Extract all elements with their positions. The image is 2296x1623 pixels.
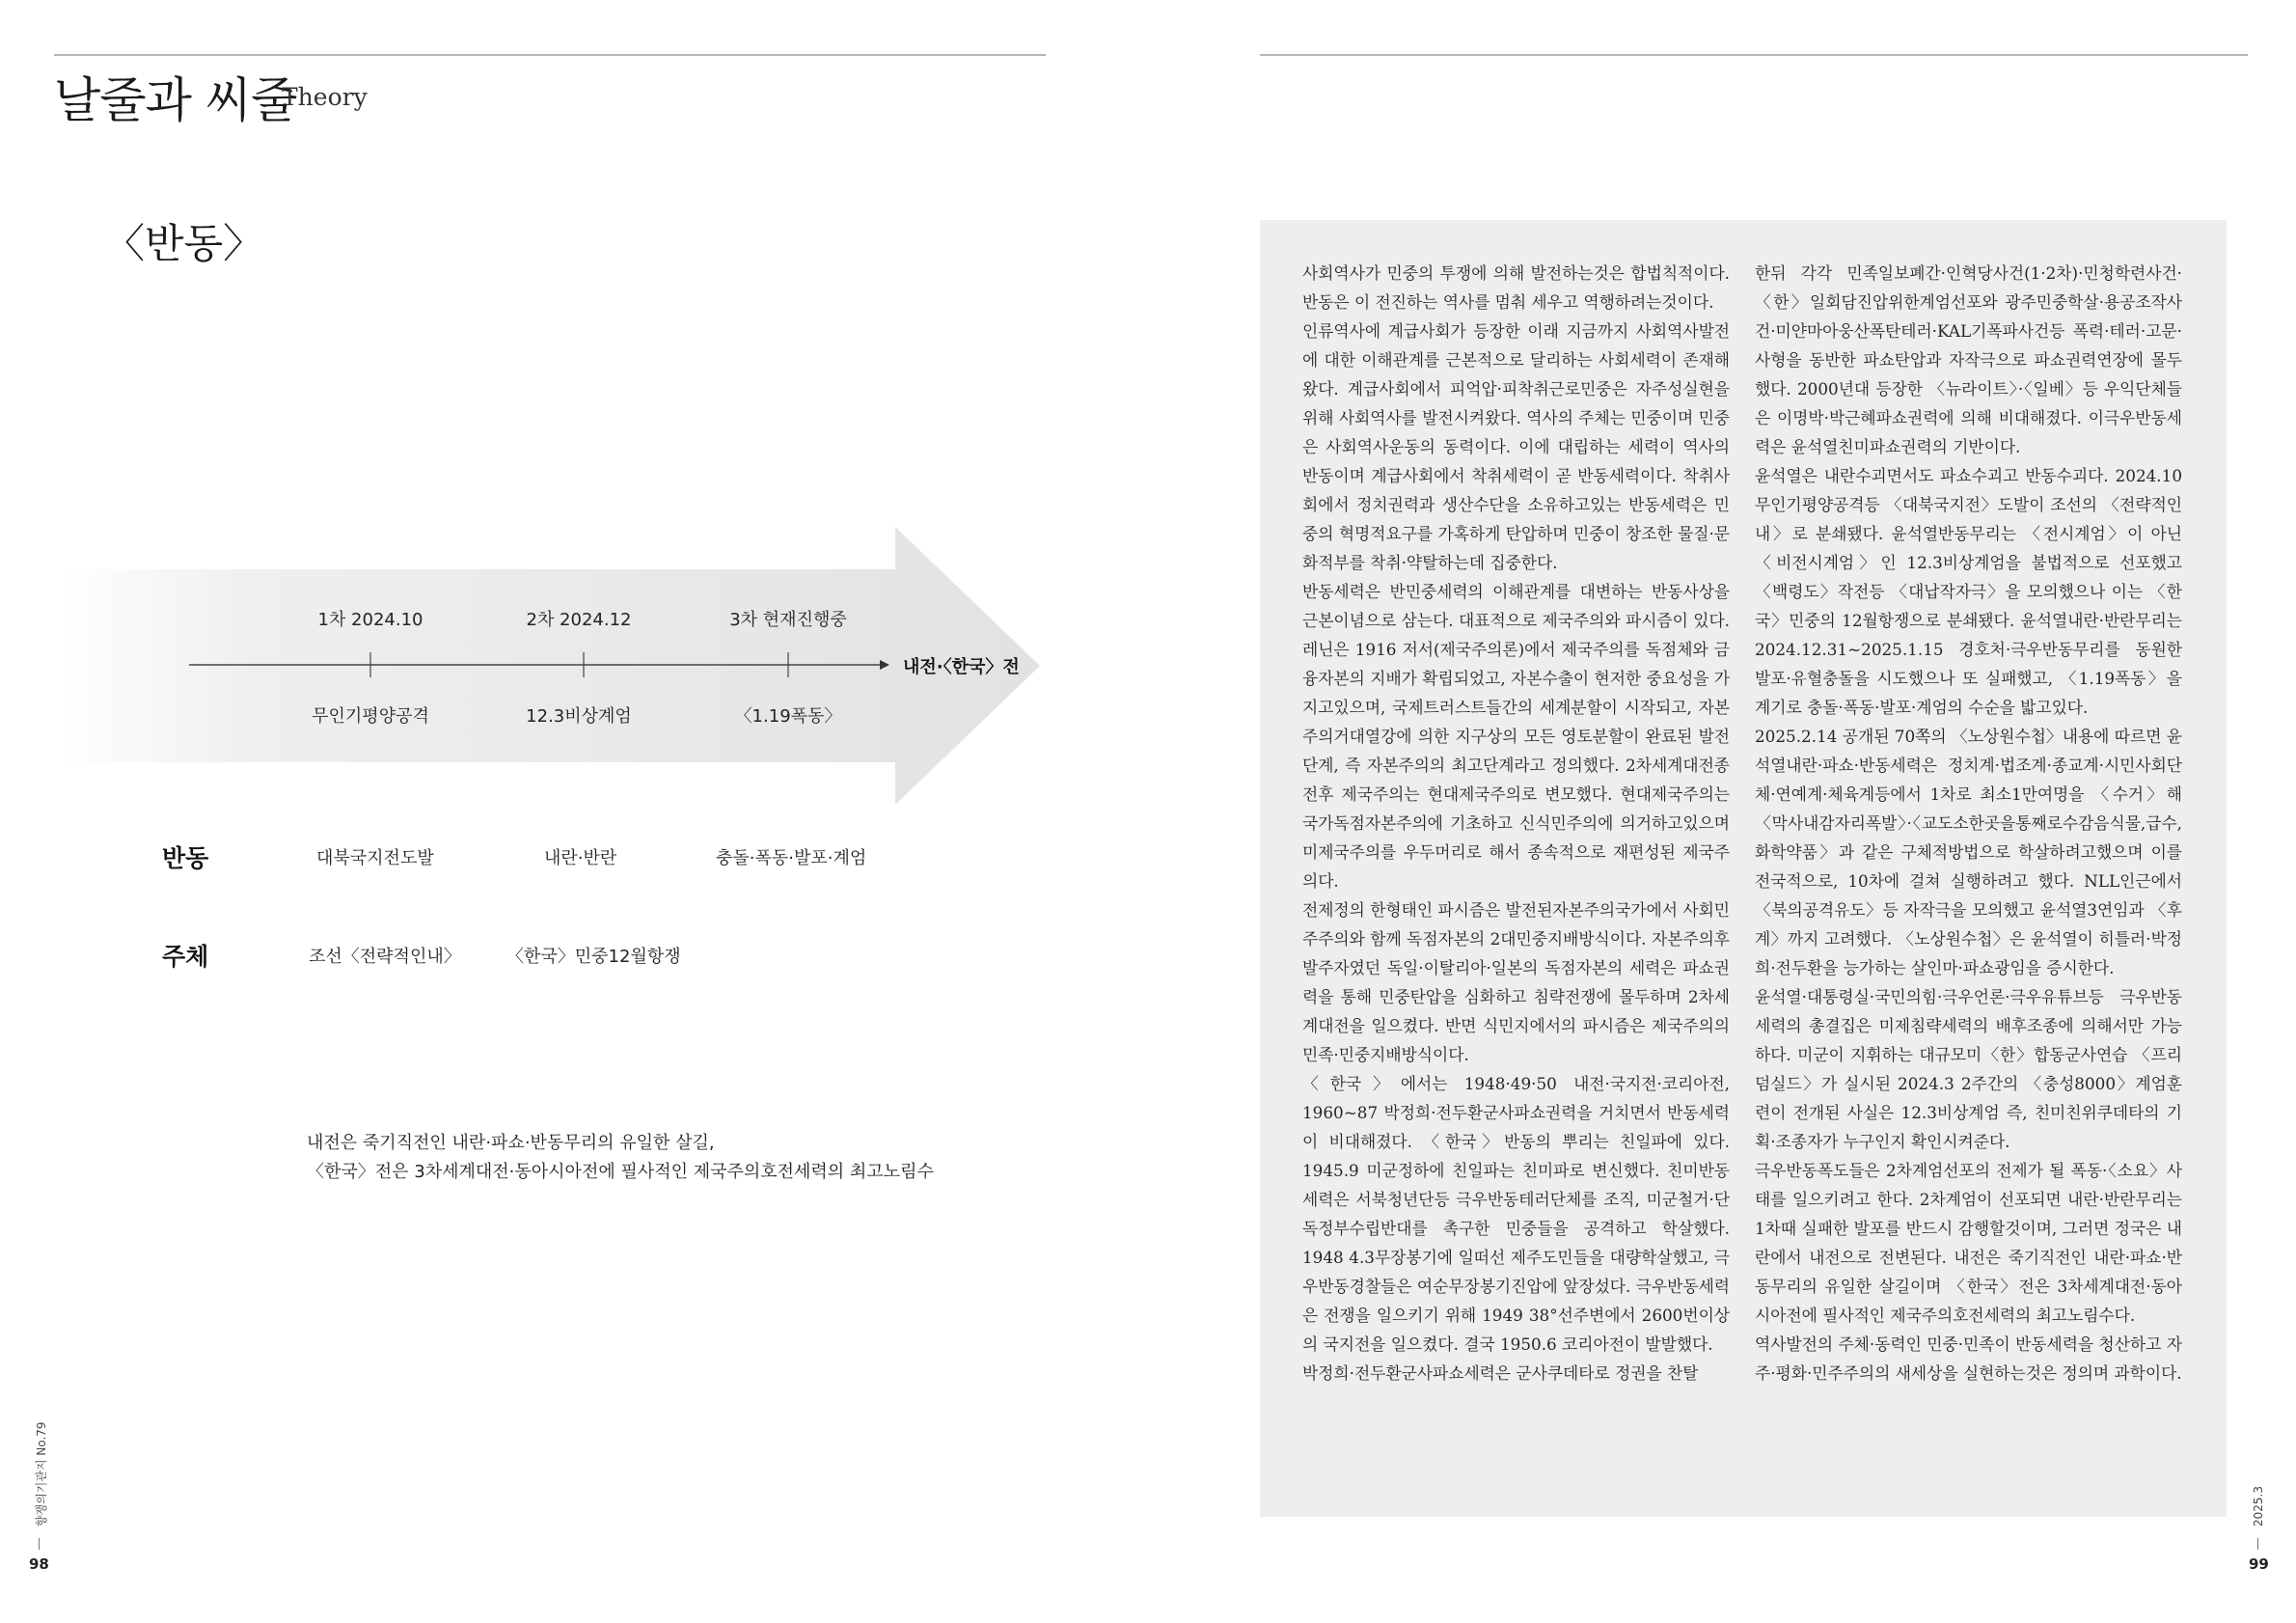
row-label-subject: 주체 — [162, 943, 209, 971]
article-column-right — [1755, 259, 2182, 1388]
page-number-right: 99 — [2249, 1555, 2269, 1573]
header-rule-right — [1260, 54, 2248, 56]
row-subject-cell-1: 조선〈전략적인내〉 — [309, 947, 461, 967]
article-paragraph: 윤석열·대통령실·국민의힘·극우언론·극우유튜브등 극우반동세력의 총결집은 미제침략세력의 배후조종에 의해서만 가능하다. 미군이 지휘하는 대규모미〈한〉합동군사연습 〈프리덤실드〉가 실시된 2024.3 2주간의 〈충성8000〉계엄훈련이 전개된 사실은 12.3비상계엄 즉, 친미친위쿠데타의 기획·조종자가 누구인지 확인시켜준다. — [1755, 987, 2182, 1151]
article-paragraph: 인류역사에 계급사회가 등장한 이래 지금까지 사회역사발전에 대한 이해관계를 근본적으로 달리하는 사회세력이 존재해왔다. 계급사회에서 피억압·피착취근로민중은 자주성실현을 위해 사회역사를 발전시켜왔다. 역사의 주체는 민중이며 민중은 사회역사운동의 동력이다. 이에 대립하는 세력이 역사의 반동이며 계급사회에서 착취세력이 곧 반동세력이다. 착취사회에서 정치권력과 생산수단을 소유하고있는 반동세력은 민중의 혁명적요구를 가혹하게 탄압하며 민중이 창조한 물질·문화적부를 착취·약탈하는데 집중한다. — [1302, 321, 1730, 572]
article-paragraph: 2025.2.14 공개된 70쪽의 〈노상원수첩〉내용에 따르면 윤석열내란·파쇼·반동세력은 정치계·법조계·종교계·시민사회단체·연예계·체육계등에서 1차로 최소1만여명을 〈수거〉해 〈막사내감자리폭발〉·〈교도소한곳을통째로수감음식물,급수,화학약품〉과 같은 구체적방법으로 학살하려고했으며 이를 전국적으로, 10차에 걸쳐 실행하려고 했다. NLL인근에서 〈북의공격유도〉등 자작극을 모의했고 윤석열3연임과 〈후계〉까지 고려했다. 〈노상원수첩〉은 윤석열이 히틀러·박정희·전두환을 능가하는 살인마·파쇼광임을 증시한다. — [1755, 727, 2182, 977]
arrow-shape — [58, 527, 1040, 805]
header-rule-left — [54, 54, 1046, 56]
row-reaction-cell-1: 대북국지전도발 — [316, 848, 434, 868]
article-paragraph: 극우반동폭도들은 2차계엄선포의 전제가 될 폭동·〈소요〉사태를 일으키려고 한다. 2차계엄이 선포되면 내란·반란무리는 1차때 실패한 발포를 반드시 감행할것이며, 그러면 정국은 내란에서 내전으로 전변된다. 내전은 죽기직전인 내란·파쇼·반동무리의 유일한 살길이며 〈한국〉전은 3차세계대전·동아시아전에 필사적인 제국주의호전세력의 최고노림수다. — [1755, 1161, 2182, 1325]
timeline-arrow — [0, 521, 1061, 811]
timeline-stage-2: 2차 2024.12 — [526, 610, 632, 630]
footer-publication-label: 향쟁의기관지 No.79 — [35, 1421, 48, 1527]
timeline-event-1: 무인기평양공격 — [312, 706, 429, 727]
page-title: 날줄과 씨줄 — [54, 72, 297, 128]
timeline-end-label: 내전·〈한국〉전 — [903, 657, 1020, 677]
article-paragraph: 〈한국〉에서는 1948·49·50 내전·국지전·코리아전, 1960~87 박정희·전두환군사파쇼권력을 거치면서 반동세력이 비대해졌다. 〈한국〉반동의 뿌리는 친일파에 있다. 1945.9 미군정하에 친일파는 친미파로 변신했다. 친미반동세력은 서북청년단등 극우반동테러단체를 조직, 미군철거·단독정부수립반대를 촉구한 민중들을 공격하고 학살했다. 1948 4.3무장봉기에 일떠선 제주도민들을 대량학살했고, 극우반동경찰들은 여순무장봉기진압에 앞장섰다. 극우반동세력은 전쟁을 일으키기 위해 1949 38°선주변에서 2600번이상의 국지전을 일으켰다. 결국 1950.6 코리아전이 발발했다. — [1302, 1074, 1730, 1354]
footer-divider-left — [39, 1538, 40, 1550]
article-paragraph: 윤석열은 내란수괴면서도 파쇼수괴고 반동수괴다. 2024.10 무인기평양공격등 〈대북국지전〉도발이 조선의 〈전략적인내〉로 분쇄됐다. 윤석열반동무리는 〈전시계엄〉이 아닌 〈비전시계엄〉인 12.3비상계엄을 불법적으로 선포했고 〈백령도〉작전등 〈대납작자극〉을 모의했으나 이는 〈한국〉민중의 12월항쟁으로 분쇄됐다. 윤석열내란·반란무리는 2024.12.31~2025.1.15 경호처·극우반동무리를 동원한 발포·유혈충돌을 시도했으나 또 실패했고, 〈1.19폭동〉을 계기로 충돌·폭동·발포·계엄의 수순을 밟고있다. — [1755, 466, 2182, 717]
page-subtitle: Theory — [282, 83, 368, 111]
footer-date-label: 2025.3 — [2252, 1486, 2265, 1527]
timeline-stage-3: 3차 현재진행중 — [729, 610, 847, 630]
conclusion-text — [307, 1129, 934, 1187]
page-number-left: 98 — [29, 1555, 49, 1573]
footer-divider-right — [2257, 1538, 2258, 1550]
row-reaction-cell-3: 충돌·폭동·발포·계엄 — [716, 848, 867, 868]
conclusion-line-1: 내전은 죽기직전인 내란·파쇼·반동무리의 유일한 살길, — [307, 1133, 715, 1153]
row-subject-cell-2: 〈한국〉민중12월항쟁 — [506, 947, 681, 967]
section-title: 〈반동〉 — [104, 220, 264, 267]
row-label-reaction: 반동 — [162, 844, 209, 872]
article-paragraph: 사회역사가 민중의 투쟁에 의해 발전하는것은 합법칙적이다. 반동은 이 전진하는 역사를 멈춰 세우고 역행하려는것이다. — [1302, 263, 1730, 312]
conclusion-line-2: 〈한국〉전은 3차세계대전·동아시아전에 필사적인 제국주의호전세력의 최고노림수 — [307, 1162, 934, 1182]
article-paragraph: 반동세력은 반민중세력의 이해관계를 대변하는 반동사상을 근본이념으로 삼는다. 대표적으로 제국주의와 파시즘이 있다. 레닌은 1916 저서(제국주의론)에서 제국주의를 독점체와 금융자본의 지배가 확립되었고, 자본수출이 현저한 중요성을 가지고있으며, 국제트러스트들간의 세계분할이 시작되고, 자본주의거대열강에 의한 지구상의 모든 영토분할이 완료된 발전단계, 즉 자본주의의 최고단계라고 정의했다. 2차세계대전종전후 제국주의는 현대제국주의로 변모했다. 현대제국주의는 국가독점자본주의에 기초하고 신식민주의에 의거하고있으며 미제국주의를 우두머리로 해서 종속적으로 재편성된 제국주의다. — [1302, 582, 1730, 891]
timeline-event-2: 12.3비상계엄 — [526, 706, 632, 727]
timeline-event-3: 〈1.19폭동〉 — [734, 706, 842, 727]
article-paragraph: 전제정의 한형태인 파시즘은 발전된자본주의국가에서 사회민주주의와 함께 독점자본의 2대민중지배방식이다. 자본주의후발주자였던 독일·이탈리아·일본의 독점자본의 세력은 파쇼권력을 통해 민중탄압을 심화하고 침략전쟁에 몰두하며 2차세계대전을 일으켰다. 반면 식민지에서의 파시즘은 제국주의의 민족·민중지배방식이다. — [1302, 900, 1730, 1064]
article-paragraph: 역사발전의 주체·동력인 민중·민족이 반동세력을 청산하고 자주·평화·민주주의의 새세상을 실현하는것은 정의며 과학이다. — [1755, 1334, 2182, 1383]
row-reaction-cell-2: 내란·반란 — [544, 848, 617, 868]
timeline-stage-1: 1차 2024.10 — [317, 610, 424, 630]
article-column-left — [1302, 259, 1730, 1388]
article-paragraph: 한뒤 각각 민족일보폐간·인혁당사건(1·2차)·민청학련사건·〈한〉일회담진압위한계엄선포와 광주민중학살·용공조작사건·미얀마아웅산폭탄테러·KAL기폭파사건등 폭력·테러·고문·사형을 동반한 파쇼탄압과 자작극으로 파쇼권력연장에 몰두했다. 2000년대 등장한 〈뉴라이트〉·〈일베〉등 우익단체들은 이명박·박근혜파쇼권력에 의해 비대해졌다. 이극우반동세력은 윤석열친미파쇼권력의 기반이다. — [1755, 263, 2182, 456]
article-paragraph: 박정희·전두환군사파쇼세력은 군사쿠데타로 정권을 찬탈 — [1302, 1363, 1699, 1383]
